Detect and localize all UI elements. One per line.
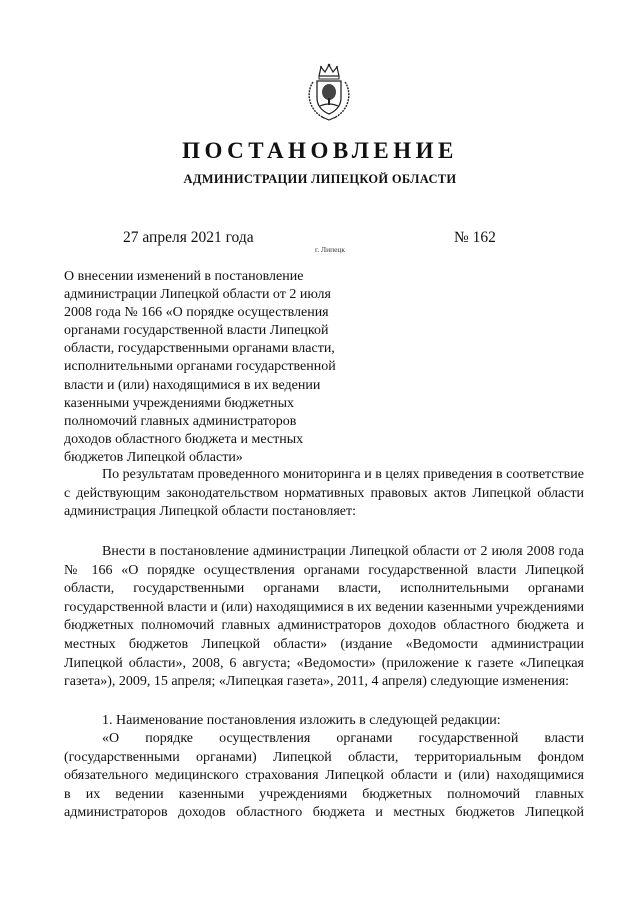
text-line: (государственными органами) Липецкой области, территориальным фондом: [64, 749, 584, 765]
subject-line: исполнительными органами государственной: [64, 359, 336, 375]
document-date: 27 апреля 2021 года: [123, 229, 254, 246]
preamble-paragraph: По результатам проведенного мониторинга и в целях приведения в соответствие с действующим законодательством нормативных правовых актов Липецкой области администрация Липецкой области постановляет:: [64, 467, 584, 520]
text-line: администраторов доходов областного бюджета и местных бюджетов Липецкой: [64, 805, 584, 821]
subject-line: казенными учреждениями бюджетных: [64, 395, 295, 411]
document-subject: [64, 268, 374, 467]
subject-line: власти и (или) находящимися в их ведении: [64, 377, 321, 393]
subject-line: полномочий главных администраторов: [64, 413, 297, 429]
subject-line: О внесении изменений в постановление: [64, 269, 304, 284]
coat-of-arms-icon: [304, 62, 354, 122]
text-line: в их ведении казенными учреждениями бюджетных полномочий главных: [64, 786, 584, 802]
text-line: «О порядке осуществления органами государственной власти: [102, 731, 584, 746]
new-title-paragraph: [64, 730, 584, 823]
amendment-paragraph: Внести в постановление администрации Липецкой области от 2 июля 2008 года № 166 «О порядке осуществления органами государственной власти Липецкой области, государственными органами власти, исполнительными органами государственной власти и (или) находящимися в их ведении казенными учреждениями бюджетных полномочий главных администраторов доходов областного бюджета и местных бюджетов Липецкой области» (издание «Ведомости администрации Липецкой области», 2008, 6 августа; «Ведомости» (приложение к газете «Липецкая газета»), 2009, 15 апреля; «Липецкая газета», 2011, 4 апреля) следующие изменения:: [64, 544, 584, 690]
subject-line: доходов областного бюджета и местных: [64, 431, 304, 447]
subject-line: органами государственной власти Липецкой: [64, 323, 329, 339]
subject-line: 2008 года № 166 «О порядке осуществления: [64, 305, 329, 321]
document-number: № 162: [454, 229, 496, 246]
subject-line: области, государственными органами власти,: [64, 341, 335, 357]
document-title: ПОСТАНОВЛЕНИЕ: [182, 138, 458, 163]
document-subtitle: АДМИНИСТРАЦИИ ЛИПЕЦКОЙ ОБЛАСТИ: [183, 172, 457, 186]
subject-line: администрации Липецкой области от 2 июля: [64, 287, 331, 303]
item-1-paragraph: 1. Наименование постановления изложить в следующей редакции:: [102, 713, 501, 728]
subject-line: бюджетов Липецкой области»: [64, 449, 243, 465]
document-city: г. Липецк: [315, 245, 346, 254]
text-line: обязательного медицинского страхования Липецкой области и (или) находящимися: [64, 768, 584, 784]
